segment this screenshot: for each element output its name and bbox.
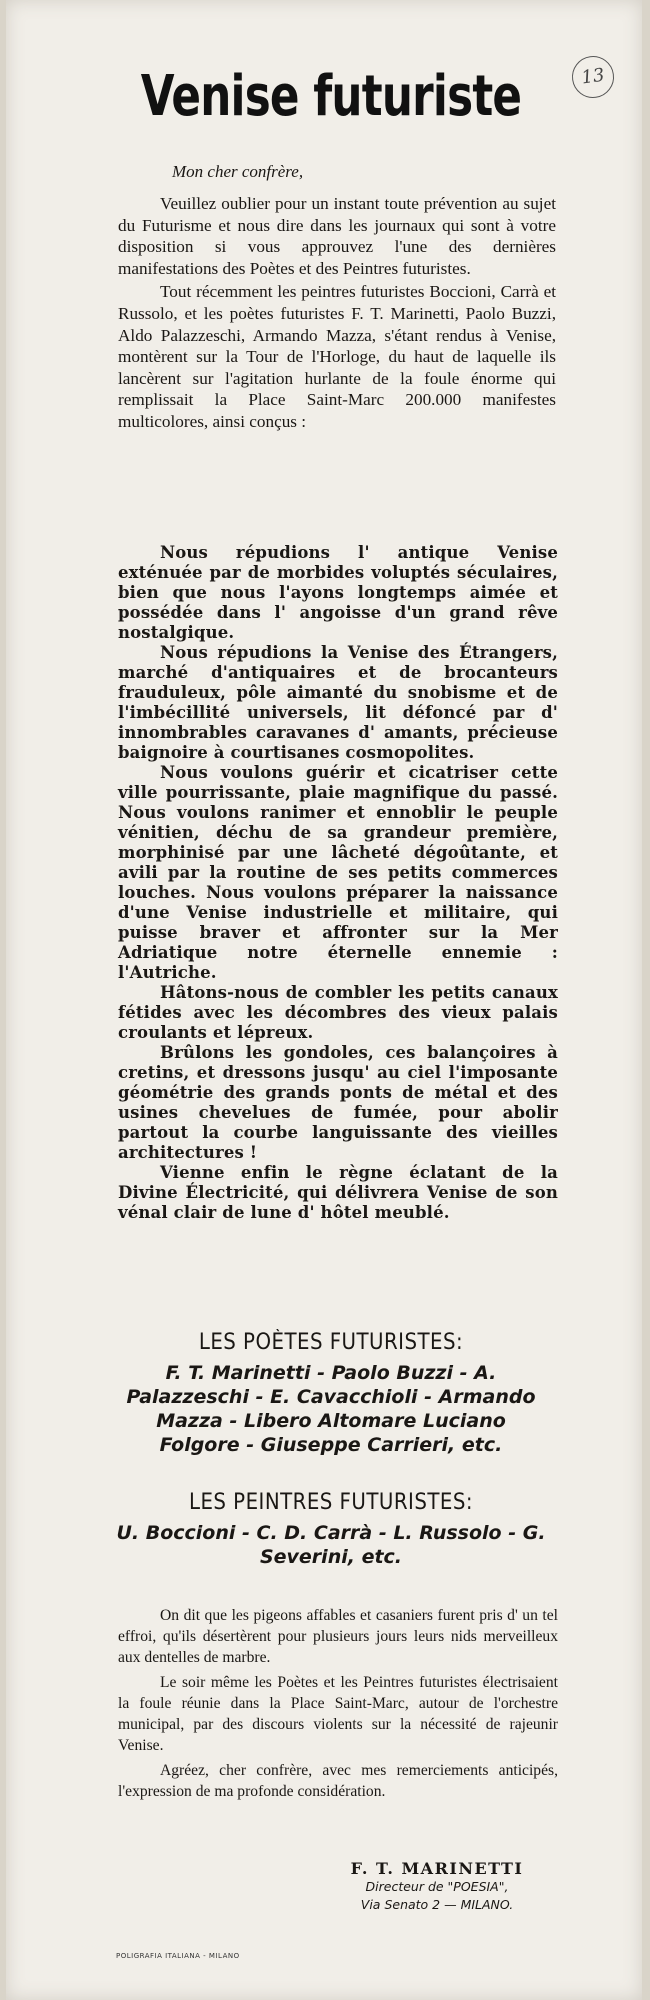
manifesto-paragraph: Nous répudions la Venise des Étrangers, marché d'antiquaires et de brocanteurs frauduleux, pôle aimanté du snobisme et de l'imbécillité universels, lit défoncé par d' innombrables caravanes d' amants, précieuse baignoire à courtisanes cosmopolites.	[118, 643, 558, 762]
page-title: Venise futuriste	[140, 64, 522, 129]
signature-block	[322, 1859, 552, 1914]
archive-number-annotation: 13	[569, 53, 616, 100]
signature-role: Directeur de "POESIA",	[365, 1879, 509, 1894]
manifesto-text	[118, 543, 558, 1223]
salutation: Mon cher confrère,	[172, 162, 304, 181]
intro-paragraph: Veuillez oublier pour un instant toute prévention au sujet du Futurisme et nous dire dans les journaux qui sont à votre disposition si vous approuvez l'une des dernières manifestations des Poètes et des Peintres futuristes.	[118, 194, 556, 278]
poets-heading: LES POÈTES FUTURISTES:	[198, 1330, 464, 1355]
manifesto-paragraph: Vienne enfin le règne éclatant de la Divine Électricité, qui délivrera Venise de son vénal clair de lune d' hôtel meublé.	[118, 1163, 558, 1222]
painters-section	[6, 1490, 650, 1569]
painters-heading: LES PEINTRES FUTURISTES:	[188, 1490, 474, 1515]
poets-names: F. T. Marinetti - Paolo Buzzi - A. Palazzeschi - E. Cavacchioli - Armando Mazza - Libero Altomare Luciano Folgore - Giuseppe Carrieri, etc.	[126, 1362, 536, 1456]
intro-text	[118, 193, 556, 435]
closing-paragraph: Le soir même les Poètes et les Peintres futuristes électrisaient la foule réunie dans la Place Saint-Marc, autour de l'orchestre municipal, par des discours violents sur la nécessité de rajeunir Venise.	[118, 1674, 558, 1754]
poets-section	[6, 1330, 650, 1457]
poster-sheet	[6, 0, 642, 2000]
signature-address: Via Senato 2 — MILANO.	[360, 1897, 514, 1912]
printer-credit: POLIGRAFIA ITALIANA - MILANO	[116, 1952, 240, 1960]
intro-paragraph: Tout récemment les peintres futuristes Boccioni, Carrà et Russolo, et les poètes futuristes F. T. Marinetti, Paolo Buzzi, Aldo Palazzeschi, Armando Mazza, s'étant rendus à Venise, montèrent sur la Tour de l'Horloge, du haut de laquelle ils lancèrent sur l'agitation hurlante de la foule énorme qui remplissait la Place Saint-Marc 200.000 manifestes multicolores, ainsi conçus :	[118, 282, 556, 431]
painters-names: U. Boccioni - C. D. Carrà - L. Russolo - G. Severini, etc.	[116, 1522, 546, 1568]
closing-paragraph: Agréez, cher confrère, avec mes remerciements anticipés, l'expression de ma profonde considération.	[118, 1762, 558, 1800]
manifesto-paragraph: Nous voulons guérir et cicatriser cette ville pourrissante, plaie magnifique du passé. Nous voulons ranimer et ennoblir le peuple vénitien, déchu de sa grandeur première, morphinisé par une lâcheté dégoûtante, et avili par la routine de ses petits commerces louches. Nous voulons préparer la naissance d'une Venise industrielle et militaire, qui puisse braver et affronter sur la Mer Adriatique notre éternelle ennemie : l'Autriche.	[118, 763, 558, 982]
manifesto-paragraph: Hâtons-nous de combler les petits canaux fétides avec les décombres des vieux palais croulants et lépreux.	[118, 983, 558, 1042]
closing-text	[118, 1605, 558, 1806]
manifesto-paragraph: Nous répudions l' antique Venise exténuée par de morbides voluptés séculaires, bien que nous l'ayons longtemps aimée et possédée dans l' angoisse d'un grand rêve nostalgique.	[118, 543, 558, 642]
signature-name: F. T. MARINETTI	[350, 1859, 524, 1878]
manifesto-paragraph: Brûlons les gondoles, ces balançoires à cretins, et dressons jusqu' au ciel l'imposante géométrie des grands ponts de métal et des usines chevelues de fumée, pour abolir partout la courbe languissante des vieilles architectures !	[118, 1043, 558, 1162]
closing-paragraph: On dit que les pigeons affables et casaniers furent pris d' un tel effroi, qu'ils désertèrent pour plusieurs jours leurs nids merveilleux aux dentelles de marbre.	[118, 1607, 558, 1666]
